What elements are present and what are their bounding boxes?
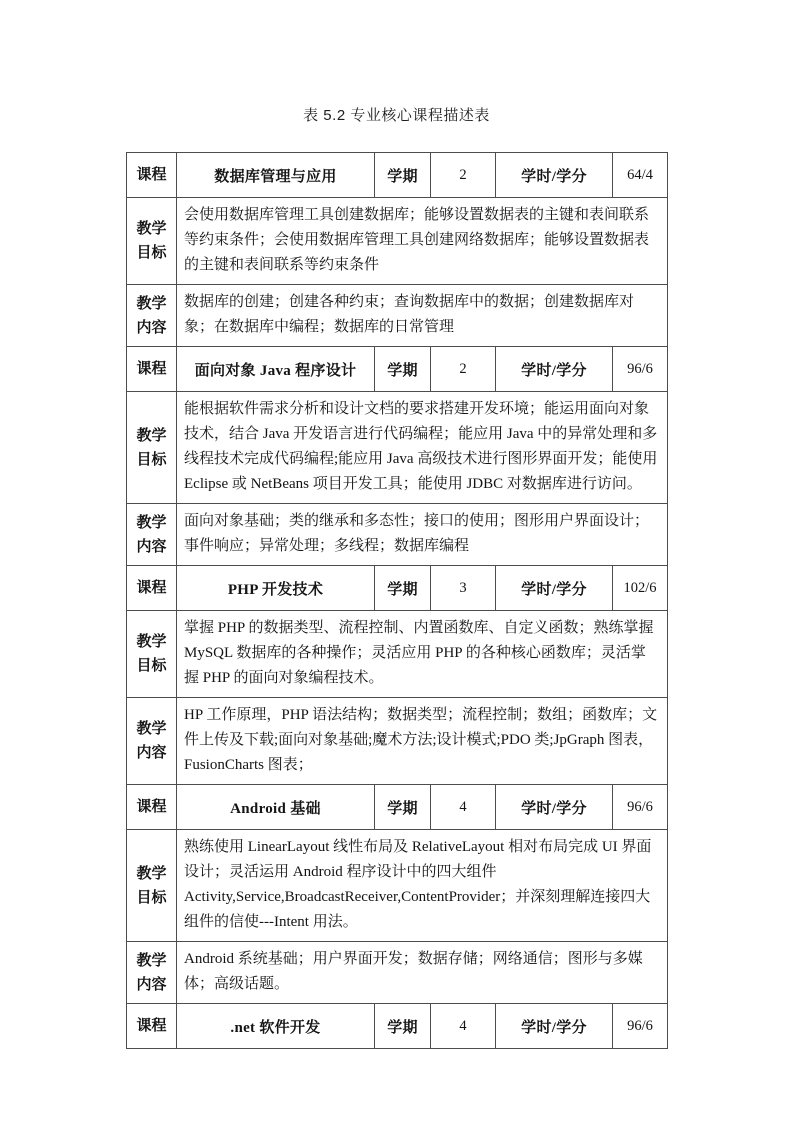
- teaching-content-row: [127, 504, 668, 566]
- row-label-cell: 课程: [127, 785, 177, 830]
- semester-value-cell: 2: [431, 153, 496, 198]
- row-label-cell: 课程: [127, 153, 177, 198]
- semester-value-cell: 4: [431, 1004, 496, 1049]
- detail-text-cell: HP 工作原理，PHP 语法结构；数据类型；流程控制；数组；函数库；文件上传及下载;面向对象基础;魔术方法;设计模式;PDO 类;JpGraph 图表，FusionCharts 图表；: [177, 698, 668, 785]
- semester-label-cell: 学期: [375, 347, 431, 392]
- semester-label-cell: 学期: [375, 566, 431, 611]
- teaching-goal-row: [127, 198, 668, 285]
- teaching-goal-row: [127, 392, 668, 504]
- hours-label-cell: 学时/学分: [496, 347, 613, 392]
- course-description-table: [126, 152, 668, 1049]
- row-label-cell: 教学内容: [127, 504, 177, 566]
- course-name-cell: 数据库管理与应用: [177, 153, 375, 198]
- semester-label-cell: 学期: [375, 1004, 431, 1049]
- semester-label-cell: 学期: [375, 785, 431, 830]
- course-name-cell: 面向对象 Java 程序设计: [177, 347, 375, 392]
- teaching-content-row: [127, 942, 668, 1004]
- course-row: [127, 566, 668, 611]
- teaching-goal-row: [127, 830, 668, 942]
- course-row: [127, 347, 668, 392]
- row-label-cell: 教学目标: [127, 611, 177, 698]
- hours-value-cell: 102/6: [613, 566, 668, 611]
- course-row: [127, 153, 668, 198]
- row-label-cell: 教学内容: [127, 285, 177, 347]
- semester-value-cell: 2: [431, 347, 496, 392]
- table-caption: 表 5.2 专业核心课程描述表: [303, 107, 490, 124]
- row-label-cell: 课程: [127, 566, 177, 611]
- hours-label-cell: 学时/学分: [496, 153, 613, 198]
- teaching-content-row: [127, 285, 668, 347]
- row-label-cell: 教学内容: [127, 942, 177, 1004]
- hours-value-cell: 96/6: [613, 1004, 668, 1049]
- course-row: [127, 785, 668, 830]
- detail-text-cell: 掌握 PHP 的数据类型、流程控制、内置函数库、自定义函数；熟练掌握 MySQL 数据库的各种操作；灵活应用 PHP 的各种核心函数库；灵活掌握 PHP 的面向对象编程技术。: [177, 611, 668, 698]
- teaching-goal-row: [127, 611, 668, 698]
- teaching-content-row: [127, 698, 668, 785]
- hours-label-cell: 学时/学分: [496, 785, 613, 830]
- row-label-cell: 教学目标: [127, 392, 177, 504]
- semester-value-cell: 3: [431, 566, 496, 611]
- course-row: [127, 1004, 668, 1049]
- course-name-cell: PHP 开发技术: [177, 566, 375, 611]
- hours-value-cell: 64/4: [613, 153, 668, 198]
- detail-text-cell: 熟练使用 LinearLayout 线性布局及 RelativeLayout 相对布局完成 UI 界面设计；灵活运用 Android 程序设计中的四大组件 Activity,Service,BroadcastReceiver,ContentProvider；并深刻理解连接四大组件的信使---Intent 用法。: [177, 830, 668, 942]
- hours-value-cell: 96/6: [613, 347, 668, 392]
- hours-label-cell: 学时/学分: [496, 1004, 613, 1049]
- hours-label-cell: 学时/学分: [496, 566, 613, 611]
- semester-value-cell: 4: [431, 785, 496, 830]
- detail-text-cell: 面向对象基础；类的继承和多态性；接口的使用；图形用户界面设计；事件响应；异常处理；多线程；数据库编程: [177, 504, 668, 566]
- course-name-cell: Android 基础: [177, 785, 375, 830]
- detail-text-cell: 数据库的创建；创建各种约束；查询数据库中的数据；创建数据库对象；在数据库中编程；数据库的日常管理: [177, 285, 668, 347]
- semester-label-cell: 学期: [375, 153, 431, 198]
- row-label-cell: 课程: [127, 347, 177, 392]
- row-label-cell: 课程: [127, 1004, 177, 1049]
- hours-value-cell: 96/6: [613, 785, 668, 830]
- detail-text-cell: 能根据软件需求分析和设计文档的要求搭建开发环境；能运用面向对象技术，结合 Java 开发语言进行代码编程；能应用 Java 中的异常处理和多线程技术完成代码编程;能应用 Java 高级技术进行图形界面开发；能使用 Eclipse 或 NetBeans 项目开发工具；能使用 JDBC 对数据库进行访问。: [177, 392, 668, 504]
- course-name-cell: .net 软件开发: [177, 1004, 375, 1049]
- row-label-cell: 教学目标: [127, 198, 177, 285]
- detail-text-cell: Android 系统基础；用户界面开发；数据存储；网络通信；图形与多媒体；高级话题。: [177, 942, 668, 1004]
- row-label-cell: 教学内容: [127, 698, 177, 785]
- row-label-cell: 教学目标: [127, 830, 177, 942]
- detail-text-cell: 会使用数据库管理工具创建数据库；能够设置数据表的主键和表间联系等约束条件；会使用数据库管理工具创建网络数据库；能够设置数据表的主键和表间联系等约束条件: [177, 198, 668, 285]
